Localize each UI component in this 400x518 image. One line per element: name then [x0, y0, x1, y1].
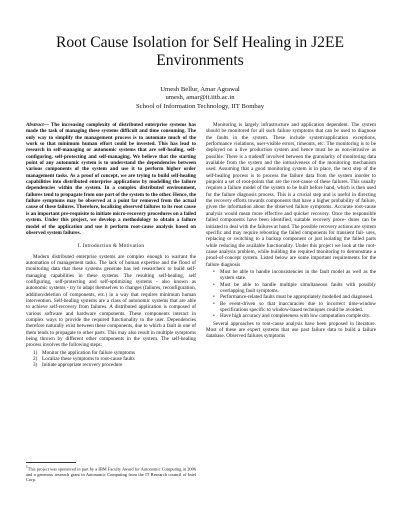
step-item: [33, 362, 196, 369]
right-column: [206, 122, 376, 340]
author-affiliation: School of Information Technology, IIT Bombay: [135, 102, 265, 110]
intro-paragraph-3: Several approaches to root-cause analysis have been proposed in literature. Most of these are expert systems that use past failure data to build a failure database. Observed failures symptoms: [206, 320, 376, 340]
step-number: 1): [33, 349, 38, 356]
self-healing-steps-list: [26, 350, 196, 369]
abstract-label: Abstract: [26, 122, 44, 128]
abstract: [26, 122, 196, 236]
footnote-text: This project was sponsored in part by a IBM Faculty Award for Autonomic Computing in 2006 and a generous research grant in Autonomic Computing from the IT Research council of Intel Corp.: [26, 466, 196, 483]
step-text: Localize these symptoms to root-cause faults: [42, 356, 135, 363]
requirement-item: • Performance-related faults must be appropriately modelled and diagnosed.: [220, 294, 376, 300]
step-number: 3): [33, 362, 38, 369]
footnote-divider: [26, 462, 76, 463]
author-emails: umesh, amar@it.iitb.ac.in: [165, 94, 235, 102]
author-block: [20, 86, 380, 111]
step-number: 2): [33, 356, 38, 363]
title-line-2: Environments: [156, 52, 244, 69]
intro-paragraph-2: Monitoring is largely infrastructure and application dependent. The system should be monitored for all such failure symptoms that can be used to diagnose the faults in the system. These include system/application exceptions, performance violations, user-visible errors, timeouts, etc. The monitoring is to be deployed on a live production system and hence must be as non-intrusive as possible. There is a tradeoff involved between the granularity of monitoring data available from the system and the intrusiveness of the monitoring mechanism used. Assuming that a good monitoring system is in place, the next step of the self-healing process is to process the failure data from the system inorder to pinpoint a set of root-points that are the root-cause of these failures. This usually requires a failure model of the system to be built before hand, which is then used for the failure diagnosis process. This is a crucial step and is useful in directing the recovery efforts towards components that have a higher probability of failure, given the information about the observed failure symptoms. Accurate root-cause analysis would mean more effective and quicker recovery. Once the responsible failed components have been identified, suitable recovery proce- dures can be initiated to deal with the failures at hand. The possible recovery actions are system specific and may require rebooting the failed components for transient fail- ures, replacing or switching to a backup component or just isolating the failed parts while reducing the available functionality. Under this project we look at the root-cause analysis problem, while building the required monitoring to demonstrate a proof-of-concept system. Listed below are some important requirements for the failure diagnosis: [206, 122, 376, 268]
requirement-item: • Be event-driven so that inaccuracies due to incorrect time-window specifications specific to window-based techniques could be avoided.: [220, 301, 376, 314]
footnote-mark: 1: [26, 465, 28, 469]
left-column: [26, 122, 196, 369]
title-line-1: Root Cause Isolation for Self Healing in J2EE: [55, 34, 344, 51]
step-text: Initiate appropriate recovery procedure: [42, 362, 123, 369]
requirement-item: • Must be able to handle multiple simultaneous faults with possibly overlapping fault symptoms.: [220, 282, 376, 295]
paper-title: [20, 34, 380, 70]
abstract-text: — The increasing complexity of distributed enterprise systems has made the task of managing these systems difficult and time consuming. The only way to simplify the management process is to automate much of the work so that minimum human effort could be invested. This has lead to research in self-managing or autonomic systems that are self-healing, self-configuring, self-protecting and self-managing. We believe that the starting point of any autonomic system is to understand the dependencies between various components of the system and use it to perform higher order management tasks. As a proof of concept, we are trying to build self-healing capabilities into distributed enterprise applications by modelling the failure dependencies within the system. In a complex distributed environment, failures tend to propagate from one part of the system to the other. Hence, the failure symptoms may be observed at a point far removed from the actual cause of these failures. Therefore, localizing observed failures to its root cause is an important pre-requisite to initiate micro-recovery procedures on a failed system. Under this project, we develop a methodology to obtain a failure model of the application and use it perform root-cause analysis based on observed system failures.: [26, 122, 196, 236]
section-heading: I. Introduction & Motivation: [77, 243, 145, 250]
requirement-item: • Have high accuracy and completeness with low computation complexity.: [220, 313, 376, 319]
step-text: Monitor the application for failure symptoms: [42, 349, 135, 356]
intro-paragraph-1: Modern distributed enterprise systems are complex enough to warrant the automation of management tasks. The lack of human expertise and the flood of monitoring data that these systems generate has led researchers to build self-managing capabilities in these systems. The resulting self-healing, self configuring, self-protecting and self-optimizing systems - also known as autonomic systems - try to adapt themselves to changes (failures, reconfiguration, addition/deletion of components, etc.) in a way that requires minimum human intervention. Self-healing systems are a class of autonomic systems that are able to achieve self-recovery from failures. A distributed application is composed of various software and hardware components. These components interact in complex ways to provide the required functionality to the user. Dependencies therefore naturally exist between these components, due to which a fault in one of them tends to propagate to other parts. This may also result in multiple symptoms being thrown by different other components in the system. The self-healing process involves the following steps:: [26, 253, 196, 349]
author-names: Umesh Bellur, Amar Agrawal: [160, 86, 240, 93]
footnote: [26, 465, 196, 482]
requirement-item: • Must be able to handle inconsistencies in the fault model as well as the system state.: [220, 269, 376, 282]
requirements-list: [206, 269, 376, 320]
